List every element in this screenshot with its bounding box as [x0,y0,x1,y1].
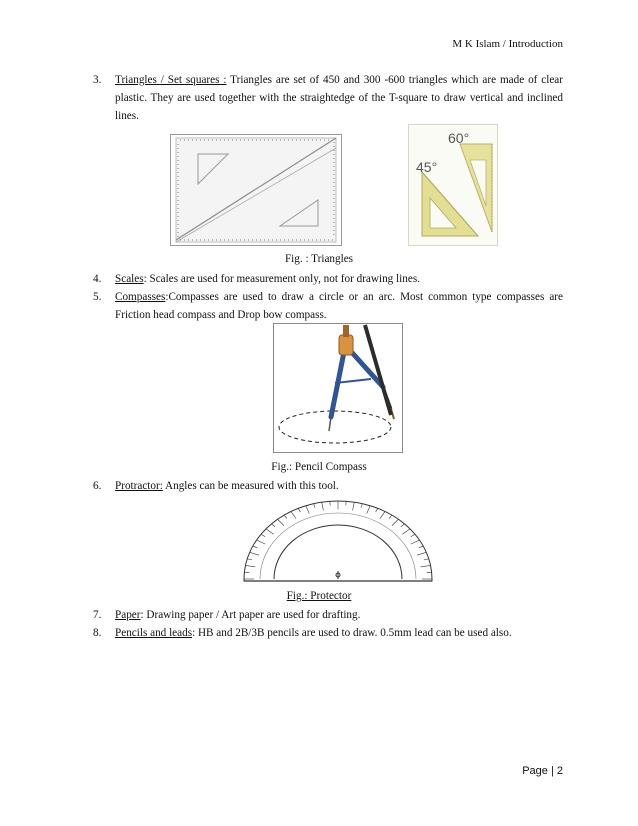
item-text: :Compasses are used to draw a circle or an arc. Most common type compasses are Friction head compass and Drop bow compass. [115,291,563,321]
item-term: Compasses [115,291,166,303]
item-number: 6. [93,480,102,492]
list-item-paper [93,606,563,624]
caption-compass: Fig.: Pencil Compass [271,461,367,473]
item-term: Triangles / Set squares : [115,74,227,86]
list-item-triangles [93,71,563,125]
item-text: : Drawing paper / Art paper are used for drafting. [140,609,361,621]
list-item-scales [93,270,563,288]
item-number: 8. [93,627,102,639]
item-text: Triangles are set of 450 and 300 -600 triangles which are made of clear plastic. They are used together with the straightedge of the T-square to draw vertical and inclined lines. [115,74,564,122]
item-term: Pencils and leads [115,627,193,639]
item-number: 4. [93,273,102,285]
item-text: Angles can be measured with this tool. [162,480,339,492]
list-item-pencils [93,624,563,642]
item-term: Scales [115,273,144,285]
item-text: : Scales are used for measurement only, not for drawing lines. [143,273,420,285]
item-term: Paper [115,609,141,621]
item-number: 3. [93,74,102,86]
list-item-compasses [93,288,563,324]
label-45: 45° [416,159,438,175]
item-number: 7. [93,609,102,621]
triangles-image-clear [170,134,342,246]
page-number: Page | 2 [522,765,563,777]
label-60: 60° [448,130,470,146]
item-number: 5. [93,291,102,303]
caption-protractor [0,590,638,602]
caption-protractor-text: Fig.: Protector [286,590,352,602]
item-term: Protractor: [115,480,163,492]
page-header: M K Islam / Introduction [452,38,563,50]
item-text: : HB and 2B/3B pencils are used to draw. 0.5mm lead can be used also. [192,627,512,639]
list-item-protractor [93,477,563,495]
compass-image [273,323,403,453]
caption-triangles: Fig. : Triangles [284,253,354,265]
protractor-image [240,497,436,583]
